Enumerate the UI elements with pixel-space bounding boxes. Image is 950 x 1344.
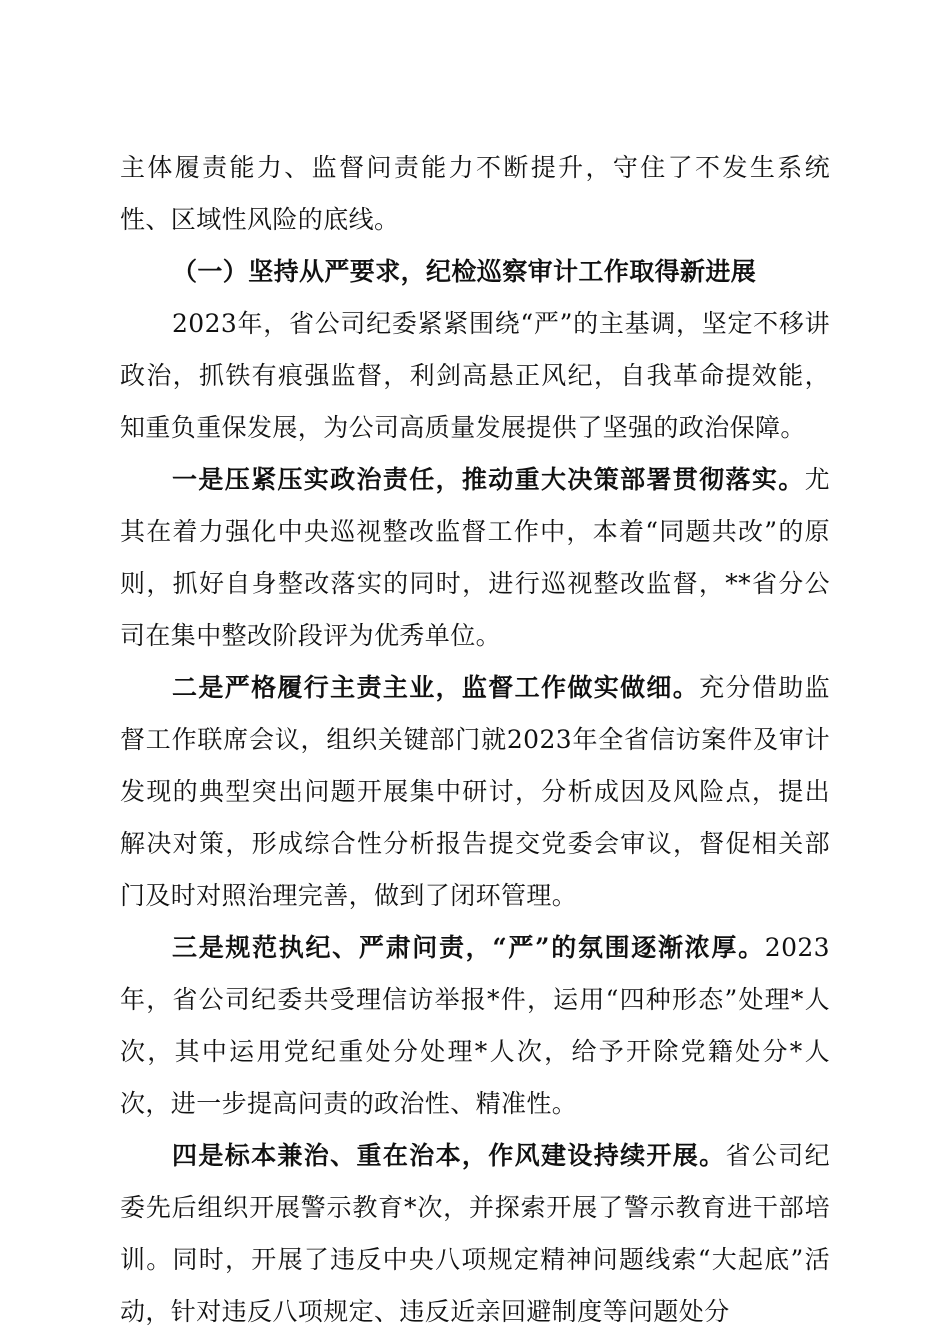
point-3-lead: 三是规范执纪、严肃问责，“严”的氛围逐渐浓厚。	[172, 933, 765, 962]
point-4-lead: 四是标本兼治、重在治本，作风建设持续开展。	[172, 1141, 726, 1170]
paragraph-point-3	[120, 922, 830, 1130]
section-heading: （一）坚持从严要求，纪检巡察审计工作取得新进展	[172, 257, 757, 286]
point-4-text: 省公司纪委先后组织开展警示教育*次，并探索开展了警示教育进干部培训。同时，开展了违反中央八项规定精神问题线索“大起底”活动，针对违反八项规定、违反近亲回避制度等问题处分	[120, 1141, 830, 1326]
paragraph-continuation: 主体履责能力、监督问责能力不断提升，守住了不发生系统性、区域性风险的底线。	[120, 153, 830, 234]
point-1-lead: 一是压紧压实政治责任，推动重大决策部署贯彻落实。	[172, 465, 805, 494]
paragraph-point-4	[120, 1130, 830, 1338]
paragraph-intro: 2023年，省公司纪委紧紧围绕“严”的主基调，坚定不移讲政治，抓铁有痕强监督，利剑高悬正风纪，自我革命提效能，知重负重保发展，为公司高质量发展提供了坚强的政治保障。	[120, 309, 830, 442]
point-2-text: 充分借助监督工作联席会议，组织关键部门就2023年全省信访案件及审计发现的典型突出问题开展集中研讨，分析成因及风险点，提出解决对策，形成综合性分析报告提交党委会审议，督促相关部门及时对照治理完善，做到了闭环管理。	[120, 673, 830, 910]
paragraph-point-1	[120, 454, 830, 662]
paragraph-point-2	[120, 662, 830, 922]
point-3-text: 2023年，省公司纪委共受理信访举报*件，运用“四种形态”处理*人次，其中运用党纪重处分处理*人次，给予开除党籍处分*人次，进一步提高问责的政治性、精准性。	[120, 933, 830, 1118]
point-2-lead: 二是严格履行主责主业，监督工作做实做细。	[172, 673, 700, 702]
point-1-text: 尤其在着力强化中央巡视整改监督工作中，本着“同题共改”的原则，抓好自身整改落实的同时，进行巡视整改监督，**省分公司在集中整改阶段评为优秀单位。	[120, 465, 830, 650]
document-body	[120, 142, 830, 1338]
